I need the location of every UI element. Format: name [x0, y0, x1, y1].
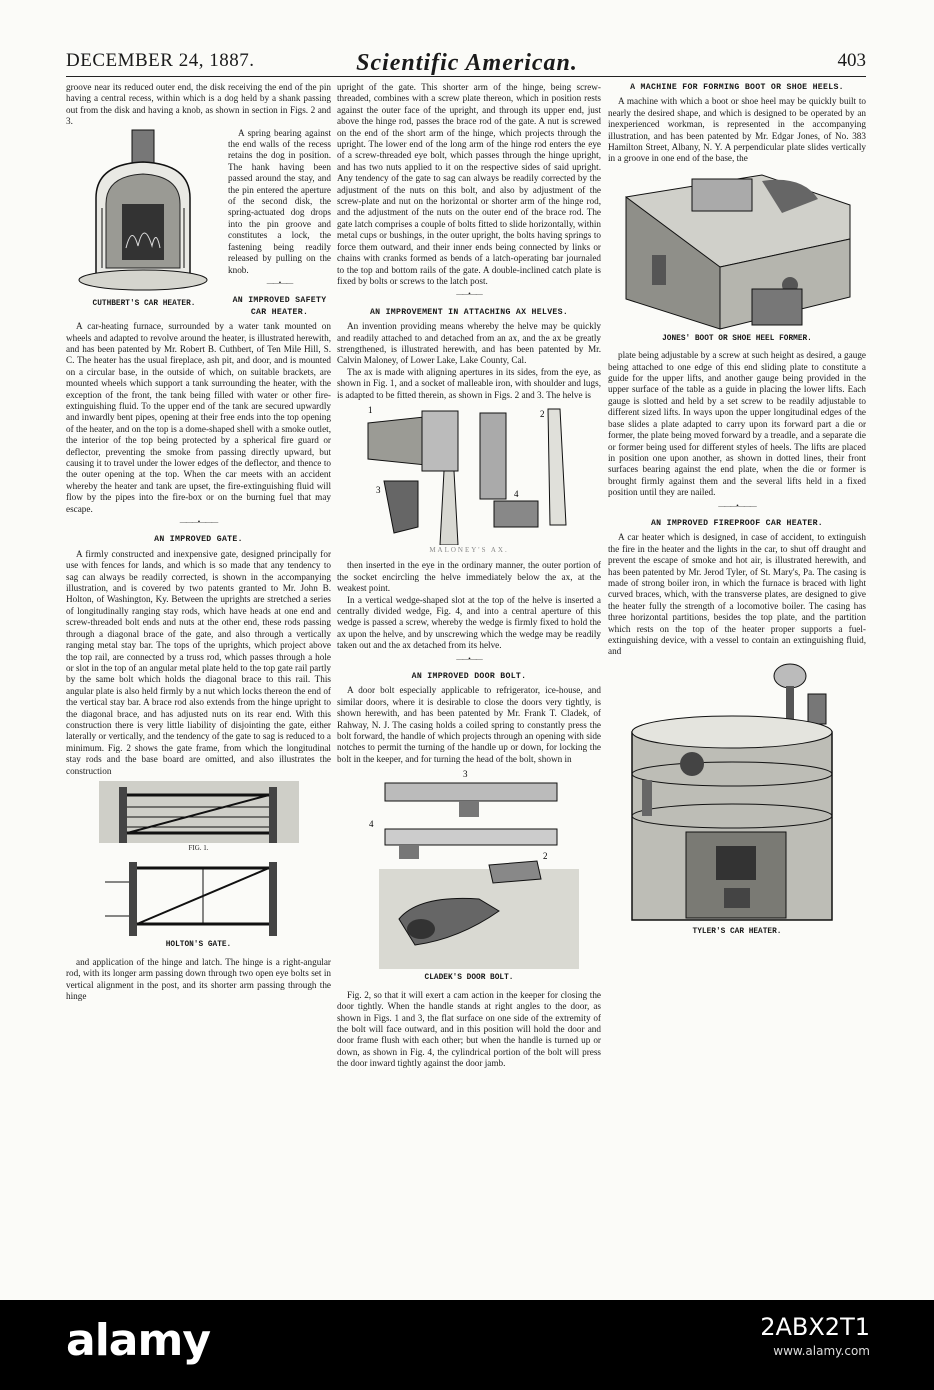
section-heading: AN IMPROVED GATE.: [154, 535, 243, 545]
ax-fig-label: 3: [376, 484, 381, 495]
paragraph: In a vertical wedge-shaped slot at the top of the helve is inserted a centrally divided wedge, Fig. 4, and into a central aperture of this wedge is passed a screw, whereby the wedge is firmly fixed to hold the ax upon the helve, and by unscrewing which the wedge may be readily taken out and the ax detached from its helve.: [337, 594, 601, 651]
figure-caption: CUTHBERT'S CAR HEATER.: [92, 299, 196, 308]
paragraph: groove near its reduced outer end, the disk receiving the end of the pin having a central recess, within which is a dog held by a shank passing out from the disk and having a knob, as shown in section in Figs. 2 and 3.: [66, 82, 331, 127]
paragraph: The ax is made with aligning apertures in its sides, from the eye, as shown in Fig. 1, and a socket of malleable iron, with shoulder and lugs, is adapted to be fitted therein, as shown in Figs. 2 and 3. The helve is: [337, 366, 601, 400]
column-2: [337, 82, 601, 1070]
ax-fig-label: 4: [514, 488, 519, 499]
section-heading: AN IMPROVED SAFETY CAR HEATER.: [232, 296, 327, 317]
section-heading: AN IMPROVEMENT IN ATTACHING AX HELVES.: [369, 307, 569, 317]
page-number: 403: [837, 50, 866, 71]
issue-date: DECEMBER 24, 1887.: [66, 50, 255, 71]
bolt-fig-label: 2: [543, 851, 548, 862]
site-url: www.alamy.com: [773, 1344, 870, 1358]
ax-illustration: [354, 405, 584, 545]
ax-fig-label: 1: [368, 404, 373, 415]
ax-fig-label: 2: [540, 408, 545, 419]
paragraph: Fig. 2, so that it will exert a cam action in the keeper for closing the door tightly. When the handle stands at right angles to the door, as shown in Figs. 1 and 3, the flat surface on one side of the extremity of the bolt will face outward, and in this position will hold the door and door frame flush with each other; but when the handle is turned up or down, as shown in Fig. 4, the cylindrical portion of the bolt will press the door inward tightly against the door jamb.: [337, 989, 601, 1069]
heel-former-figure: [612, 169, 862, 345]
paragraph: A machine with which a boot or shoe heel may be quickly built to nearly the desired shape, and which is designed to be operated by an inexperienced workman, is represented in the accompanying illustration, and has been patented by Mr. Edgar Jones, of No. 383 Hamilton Street, Albany, N. Y. A perpendicular plate slides vertically in a groove in one end of the base, the: [608, 96, 866, 164]
separator: ——•——: [456, 290, 482, 299]
gate-figure-2: [99, 858, 299, 936]
image-id: 2ABX2T1: [760, 1313, 870, 1341]
door-bolt-figure: [359, 769, 579, 969]
paragraph: A door bolt especially applicable to refrigerator, ice-house, and similar doors, where it is desirable to close the doors very tightly, is shown herewith, and has been patented by Mr. Frank T. Cladek, of Rahway, N. J. The casing holds a coiled spring to constantly press the bolt forward, the handle of which projects through an opening with side notches to permit the turning of the handle up or down, for locking the bolt in the keeper, and for turning the head of the bolt, shown in: [337, 685, 601, 764]
header-rule: [66, 76, 866, 77]
bolt-fig-label: 3: [463, 769, 468, 780]
paragraph: A car heater which is designed, in case of accident, to extinguish the fire in the heater and the lights in the car, to shut off draught and prevent the escape of smoke and hot air, is illustrated herewith, and has been patented by Mr. Jerod Tyler, of St. Mary's, Pa. The casing is made of strong boiler iron, in which the furnace is braced with light curved braces, which, with the transverse plates, are designed to give the heater fully the strength of a locomotive boiler. The casing has three horizontal partitions, besides the top plate, and the partition which rests on the top of the heater proper supports a fuel-extinguishing device, with a vessel to contain an extinguishing fluid, and: [608, 532, 866, 657]
watermark-logo: alamy: [66, 1315, 210, 1366]
paragraph: plate being adjustable by a screw at such height as desired, a gauge being attached to one edge of this end sliding plate to constitute a guide for the upper lifts, and another gauge being provided in the upper surface of the table as a guide in placing the lower lifts. Each gauge is slotted and held by a set screw to be readily adjustable to different sized lifts. In ways upon the upper longitudinal edges of the base slides a plate adapted to carry upon its forward part a die or former, the plate being moved forward by a treadle, and a separate die or former being used for different styles of heels. The lifts are placed in position one upon another, as shown in dotted lines, their front surfaces bearing against the end plate, when the die or former is brought firmly against them and the several lifts held in a fixed position until they are nailed.: [608, 350, 866, 498]
tyler-heater-figure: [612, 662, 862, 938]
column-1: [66, 82, 331, 1002]
figure-caption: TYLER'S CAR HEATER.: [692, 927, 782, 936]
paragraph: upright of the gate. This shorter arm of the hinge, being screw-threaded, combines with a screw plate thereon, which in position rests against the outer face of the upright, and through its upper end, just above the hinge rod, passes the brace rod of the gate. A nut is screwed on the end of the short arm of the hinge, which projects through the upright. The lower end of the long arm of the hinge rod enters the eye of a screw-threaded eye bolt, which passes through the hinge upright, and has two nuts applied to it on the respective sides of said upright. Any tendency of the gate to sag can always be readily corrected by the adjustment of the nuts on this bolt, and also by adjustment of the screw-plate and nut on the horizontal or shorter arm of the hinge rod, and the adjustment of the nuts on the outer end of the brace rod. The gate latch comprises a couple of bolts fitted to slide horizontally, within metal cups or bushings, in the outer upright, the bolts having springs to force them outward, and their inner ends being connected by links or chains with cranks formed as bends of a latch-operating bar journaled to the top and bottom rails of the gate. A double-inclined catch plate is fixed by bolts or screws to the latch post.: [337, 82, 601, 286]
tyler-heater-illustration: [612, 662, 862, 924]
bolt-fig-label: 4: [369, 819, 374, 830]
section-heading: AN IMPROVED FIREPROOF CAR HEATER.: [650, 518, 824, 528]
figure-caption: MALONEY'S AX.: [429, 545, 509, 554]
paragraph: then inserted in the eye in the ordinary manner, the outer portion of the socket encircling the helve immediately below the ax, at the weakest point.: [337, 560, 601, 594]
paragraph: A firmly constructed and inexpensive gate, designed principally for use with fences for lands, and which is so made that any tendency to sag can always be readily corrected, is shown in the accompanying illustration, and is covered by two patents granted to Mr. John B. Holton, of Washington, Ky. Between the uprights are stretched a series of longitudinally ranging stay rods, which have heads at one end and screw-threaded bolt ends and nuts at the other end, these rods passing through a diagonal brace of the gate, and also through a vertically ranging metal stay bar. The tops of the uprights, which project above the top rail, are connected by a truss rod, which passes through a hole or slot in the top of an angular metal plate held to the top gate rail partly by the same bolt which holds the diagonal brace to this rail. This angular plate is also held firmly by a nut which locks thereon the end of the vertical stay bar. A brace rod also extends from the hinge upright to the diagonal brace, and has adjusted nuts on its rear end. With this construction there is very little liability of disjointing the gate, either laterally or vertically, and the tendency of the gate to sag is reduced to a minimum. Fig. 2 shows the gate frame, from which the longitudinal stay rods and the base board are omitted, and also illustrates the construction: [66, 548, 331, 776]
masthead: Scientific American.: [356, 50, 578, 76]
heel-former-illustration: [612, 169, 862, 331]
cuthbert-heater-illustration: [66, 128, 222, 296]
column-3: [608, 82, 866, 943]
separator: ——•——: [456, 654, 482, 663]
paragraph: and application of the hinge and latch. The hinge is a right-angular rod, with its longer arm passing down through two open eye bolts set in vertical alignment in the post, and its shorter arm passing through the hinge: [66, 956, 331, 1001]
separator: ———•———: [179, 518, 218, 527]
gate-illustration-2: [99, 858, 299, 936]
figure-caption: HOLTON'S GATE.: [165, 941, 232, 950]
figure-caption: JONES' BOOT OR SHOE HEEL FORMER.: [662, 334, 812, 343]
door-bolt-illustration: [359, 769, 579, 969]
figure-label: FIG. 1.: [188, 843, 209, 852]
cuthbert-heater-figure: [66, 128, 222, 315]
figure-caption: CLADEK'S DOOR BOLT.: [424, 974, 514, 983]
gate-figure-1: [99, 781, 299, 854]
paragraph: A car-heating furnace, surrounded by a water tank mounted on wheels and adapted to revolve around the heater, is illustrated herewith, and has been patented by Mr. Robert B. Cuthbert, of Ten Mile Hill, S. C. The heater has the usual fireplace, ash pit, and door, and is mounted on a circular base, in the outside of which, on suitable brackets, are mounted wheels which support a tank surrounding the heater, with the exception of the front, the tank being filled with water or other fire-extinguishing fluid. To the upper end of the tank are secured upwardly and inwardly bent pipes, opening at their free ends into the top opening of the heater, and on the top is a dome-shaped shell with a smoke outlet, the interior of the top being protected by a spherical fire guard or deflector, preventing the smoke from passing directly upward, but causing it to travel under the lower edges of the deflector, and thence to the outer opening at the top. When the car meets with an accident whereby the heater and tank are upset, the fire-extinguishing fluid will flow by the pipes into the fire-box or on the burning fuel that may escape.: [66, 321, 331, 514]
gate-illustration-1: [99, 781, 299, 843]
section-heading: A MACHINE FOR FORMING BOOT OR SHOE HEELS.: [630, 83, 844, 92]
separator: ———•———: [718, 501, 756, 510]
separator: ——•——: [266, 278, 293, 287]
section-heading: AN IMPROVED DOOR BOLT.: [411, 672, 527, 682]
paragraph: A spring bearing against the end walls of the recess retains the dog in position. The hank having been passed around the stay, and the pin entered the aperture of the second disk, the spring-actuated dog drops into the pin groove and constitutes a lock, the fastening being readily released by pulling on the knob.: [228, 127, 331, 275]
ax-figure: [354, 405, 584, 556]
paragraph: An invention providing means whereby the helve may be quickly and readily attached to and detached from an ax, and the ax be greatly strengthened, is illustrated herewith, and has been patented by Mr. Calvin Maloney, of Lower Lake, Lake County, Cal.: [337, 321, 601, 366]
